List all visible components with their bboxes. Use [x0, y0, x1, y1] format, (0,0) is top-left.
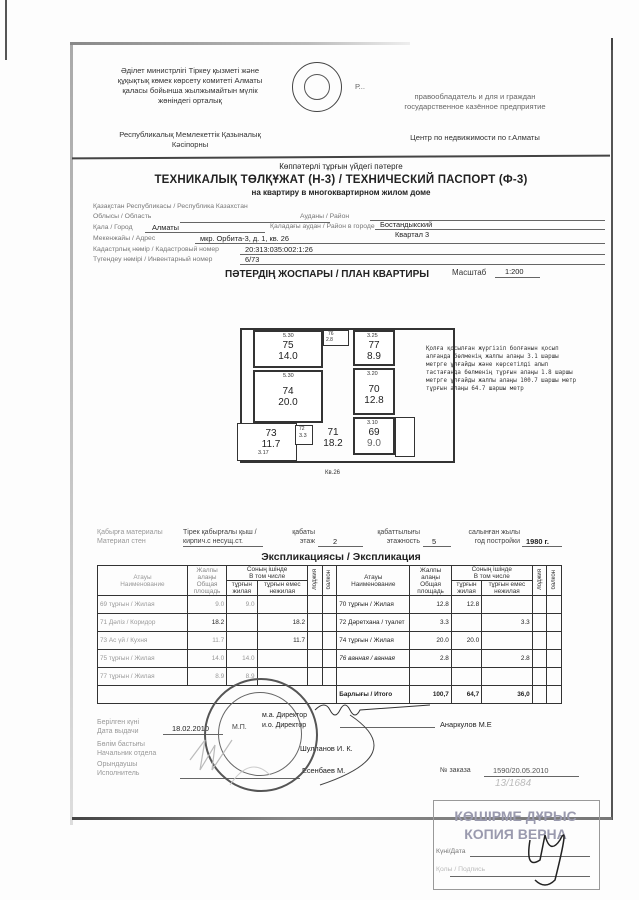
emblem-inner-icon [304, 74, 330, 100]
room-73 [237, 423, 297, 461]
cell-name: 71 Дәліз / Коридор [98, 614, 188, 632]
copy-signature-icon [520, 830, 580, 890]
city-label: Қала / Город [93, 224, 133, 231]
floor-plan [225, 325, 425, 485]
cell-total: 11.7 [187, 632, 226, 650]
room-dim: 3.17 [258, 450, 269, 456]
cell-total: 20.0 [410, 632, 452, 650]
room-number [355, 427, 393, 449]
cell-nonliving: 2.8 [482, 650, 533, 668]
header-text: Соның ішінде [471, 566, 512, 573]
cell-loggia [308, 614, 323, 632]
label-line: этажность [386, 538, 420, 545]
cell-name: 76 ванная / ванная [337, 650, 410, 668]
label-line: Материал стен [97, 538, 146, 545]
address-underline [195, 243, 605, 244]
header-living-right [451, 581, 481, 596]
room-id: 69 [368, 427, 380, 438]
signature-scribble-icon [310, 700, 430, 790]
header-line: Кәсіпорны [171, 140, 209, 149]
label-line: Берілген күні [97, 719, 140, 726]
cell-balcony [547, 668, 562, 686]
frame-border-top [70, 42, 410, 45]
header-divider [72, 155, 610, 159]
cell-name: 69 тұрғын / Жилая [98, 596, 188, 614]
room-75 [253, 330, 323, 368]
year-label [460, 528, 520, 546]
cell-nonliving [482, 632, 533, 650]
cell-total: 14.0 [187, 650, 226, 668]
header-text: тұрғын емес [488, 581, 526, 588]
cell-living [451, 650, 481, 668]
room-area: 3.3 [299, 433, 307, 439]
cell-name: 72 Дәретхана / туалет [337, 614, 410, 632]
room-area: 11.7 [261, 439, 281, 450]
cell-living: 9.0 [227, 596, 257, 614]
city-district-label: Қаладағы аудан / Район в городе [270, 223, 375, 230]
totals-nonliving: 36,0 [482, 686, 533, 704]
header-text: тұрғын [456, 581, 477, 588]
room-id: 76 [328, 331, 334, 337]
address-label: Мекенжайы / Адрес [93, 235, 156, 242]
table-header-row [98, 566, 562, 581]
cell-living: 20.0 [451, 632, 481, 650]
header-text: жилая [232, 588, 252, 595]
scale-underline [495, 277, 540, 278]
label-line: год постройки [474, 538, 520, 545]
header-text: площадь [193, 587, 221, 595]
table-row [98, 650, 562, 668]
floors-label [370, 528, 420, 546]
label-line: қабаты [292, 529, 315, 536]
cell-nonliving: 11.7 [257, 632, 308, 650]
room-id: 70 [368, 384, 380, 395]
room-69 [353, 417, 395, 455]
cell-total [410, 668, 452, 686]
copy-sign-label: Қолы / Подпись [436, 866, 486, 873]
order-label: № заказа [440, 767, 471, 774]
header-balcony [322, 566, 337, 596]
header-text: алаңы [197, 573, 217, 581]
label-line: и.о. Директор [262, 722, 307, 729]
cell-total: 12.8 [410, 596, 452, 614]
header-text: нежилая [494, 588, 520, 595]
header-text: Наименование [351, 580, 396, 588]
document-title: ТЕХНИКАЛЫҚ ТӨЛҚҰЖАТ (Н-3) / ТЕХНИЧЕСКИЙ ПАСПОРТ (Ф-3) [154, 174, 528, 186]
inventory-value: 6/73 [245, 255, 260, 264]
year-underline [522, 546, 562, 547]
issue-date-value: 18.02.2010 [172, 724, 209, 733]
apartment-label: Кв.26 [325, 470, 341, 476]
floors-underline [423, 546, 451, 547]
region-label: Облысы / Область [93, 213, 152, 220]
cell-nonliving [257, 650, 308, 668]
page-edge [5, 0, 7, 60]
label-line: Начальник отдела [97, 750, 157, 757]
inventory-label: Түгендеу нөмірі / Инвентарный номер [93, 256, 213, 263]
cell-name [337, 668, 410, 686]
cell-balcony [547, 614, 562, 632]
cell-living [227, 614, 257, 632]
header-text: Жалпы [196, 566, 218, 574]
room-71 [315, 427, 351, 449]
header-text: В том числе [473, 573, 510, 580]
header-text: тұрғын [231, 581, 252, 588]
room-70 [353, 368, 395, 415]
room-id: 72 [299, 426, 305, 432]
cell-total: 3.3 [410, 614, 452, 632]
header-text: Атауы [364, 573, 383, 581]
label-line: салынған жылы [468, 529, 520, 536]
header-line: құқықтық көмек көрсету комитеті Алматы [117, 76, 263, 85]
cell-balcony [322, 650, 337, 668]
cell-nonliving [257, 596, 308, 614]
label-line: Орындаушы [97, 761, 138, 768]
city-underline [145, 232, 265, 233]
header-line: Р... [355, 82, 365, 91]
room-area: 8.9 [367, 351, 381, 362]
header-incl-right [451, 566, 532, 581]
table-row [98, 668, 562, 686]
header-text: Общая [196, 580, 218, 588]
cell-living: 12.8 [451, 596, 481, 614]
room-id: 73 [265, 428, 277, 439]
cell-balcony [322, 596, 337, 614]
issue-date-label [97, 718, 139, 736]
cell-name: 74 тұрғын / Жилая [337, 632, 410, 650]
executor-label [97, 760, 139, 778]
room-number [355, 340, 393, 362]
explication-table [97, 565, 562, 704]
plan-title: ПӘТЕРДІҢ ЖОСПАРЫ / ПЛАН КВАРТИРЫ [225, 269, 430, 280]
room-number [255, 386, 321, 408]
label-line: қабаттылығы [377, 529, 420, 536]
order-value: 1590/20.05.2010 [493, 766, 549, 775]
cadastral-label: Кадастрлық нөмір / Кадастровый номер [93, 246, 219, 253]
handwritten-number: 13/1684 [495, 778, 532, 789]
room-area: 9.0 [367, 438, 381, 449]
room-dim: 5.30 [283, 373, 294, 379]
quarter-value: Квартал 3 [395, 230, 430, 239]
cell-living: 8.9 [227, 668, 257, 686]
copy-stamp-line1: КӨШІРМЕ ДҰРЫС [454, 808, 577, 824]
header-text: тұрғын емес [263, 581, 301, 588]
cell-loggia [532, 614, 547, 632]
room-area: 12.8 [364, 395, 384, 406]
cell-living: 14.0 [227, 650, 257, 668]
plan-note: Қолға қосылған жүргізіп болғанын қосып алғанда бөлменің жалпы алаңы 3.1 шаршы метрге ұлғайды және көрсетілді алып тастағанда бөлменің тұрғын алаңы 1.8 шаршы метрге ұлғайды жалпы алаңы 100.7 шаршы метр тұрғын алаңы 64.7 шаршы метр [426, 346, 577, 392]
label-line: Дата выдачи [97, 728, 139, 735]
room-72 [295, 425, 313, 445]
header-ru-ministry [355, 82, 595, 112]
header-text: жилая [457, 588, 476, 595]
cell-balcony [547, 596, 562, 614]
dept-head-label [97, 740, 156, 758]
header-loggia [308, 566, 323, 596]
header-text: В том числе [249, 573, 286, 580]
header-text: лоджия [311, 569, 318, 590]
room-id: 71 [327, 427, 339, 438]
table-row [98, 614, 562, 632]
header-loggia-right [532, 566, 547, 596]
order-underline [484, 776, 579, 777]
value-line: Тірек қабырғалы қыш / [183, 529, 257, 536]
district-label: Ауданы / Район [300, 213, 350, 220]
cell-name: 77 тұрғын / Жилая [98, 668, 188, 686]
balcony [395, 417, 415, 457]
floor-underline [318, 546, 363, 547]
scale-label: Масштаб [452, 268, 487, 277]
header-line: Әділет министрлігі Тіркеу қызметі және [120, 66, 260, 75]
cell-balcony [547, 686, 562, 704]
cell-balcony [547, 632, 562, 650]
room-number [255, 340, 321, 362]
cell-loggia [532, 650, 547, 668]
cell-name: 73 Ас үй / Кухня [98, 632, 188, 650]
cell-loggia [532, 686, 547, 704]
label-line: этаж [299, 538, 315, 545]
room-id: 74 [282, 386, 294, 397]
room-dim: 5.30 [283, 333, 294, 339]
cell-balcony [547, 650, 562, 668]
executor-name: Есенбаев М. [302, 766, 346, 775]
cell-loggia [532, 632, 547, 650]
director-name: Анаркулов М.Е [440, 720, 492, 729]
cell-name: 70 тұрғын / Жилая [337, 596, 410, 614]
room-id: 77 [368, 340, 380, 351]
floor-value: 2 [333, 537, 338, 546]
header-text: площадь [417, 587, 444, 595]
frame-border-right [611, 50, 613, 820]
room-number [246, 428, 296, 450]
header-line: жөніндегі орталық [158, 96, 222, 105]
cell-nonliving: 18.2 [257, 614, 308, 632]
header-text: Общая [420, 580, 441, 588]
header-living [227, 581, 257, 596]
table-row [98, 596, 562, 614]
header-text: алаңы [421, 573, 441, 581]
header-total-right [410, 566, 452, 596]
cell-loggia [308, 650, 323, 668]
room-area: 14.0 [278, 351, 298, 362]
header-kz-ministry [90, 66, 290, 106]
cell-total: 18.2 [187, 614, 226, 632]
header-name [98, 566, 188, 596]
cell-balcony [322, 632, 337, 650]
subtitle-ru: на квартиру в многоквартирном жилом доме [251, 188, 431, 197]
cell-loggia [532, 668, 547, 686]
wall-material-value [183, 528, 257, 546]
room-76 [323, 330, 349, 346]
cadastral-value: 20:313:035:002:1:26 [245, 245, 313, 254]
room-area: 18.2 [323, 438, 343, 449]
handwritten-signature-icon [170, 730, 300, 800]
wall-material-label [97, 528, 163, 546]
head-name: Шулпанов И. К. [300, 744, 353, 753]
cell-nonliving [482, 596, 533, 614]
cell-nonliving [482, 668, 533, 686]
label-line: Бөлім бастығы [97, 741, 145, 748]
cell-balcony [322, 668, 337, 686]
room-dim: 3.10 [367, 420, 378, 426]
header-line: государственное казённое предприятие [404, 102, 546, 111]
explication-title: Экспликациясы / Экспликация [261, 551, 421, 563]
room-area: 20.0 [278, 397, 298, 408]
totals-living: 64,7 [451, 686, 481, 704]
label-line: Қабырға материалы [97, 529, 163, 536]
room-area: 2.8 [326, 337, 333, 343]
header-text: балкон [326, 569, 333, 590]
city-value: Алматы [152, 223, 179, 232]
cell-living [451, 614, 481, 632]
cadastral-underline [240, 254, 605, 255]
cell-total: 9.0 [187, 596, 226, 614]
header-line: қаласы бойынша жылжымайтын мүлік [122, 86, 258, 95]
label-line: Исполнитель [97, 770, 140, 777]
cell-loggia [308, 668, 323, 686]
totals-total: 100,7 [410, 686, 452, 704]
header-kz-org [90, 130, 290, 150]
room-dim: 3.20 [367, 371, 378, 377]
cell-loggia [308, 596, 323, 614]
cell-loggia [532, 596, 547, 614]
cell-balcony [322, 614, 337, 632]
mp-label: М.П. [232, 724, 247, 731]
header-text: нежилая [269, 588, 296, 595]
country-label: Қазақстан Республикасы / Республика Казахстан [93, 203, 248, 210]
floor-label [285, 528, 315, 546]
room-id: 75 [282, 340, 294, 351]
room-number [355, 384, 393, 406]
header-line: правообладатель и для и граждан [414, 92, 536, 101]
table-row [98, 632, 562, 650]
header-line: Республикалық Мемлекеттік Қазыналық [119, 130, 261, 139]
cell-name: 75 тұрғын / Жилая [98, 650, 188, 668]
header-text: балкон [551, 569, 558, 590]
cell-total: 2.8 [410, 650, 452, 668]
cell-nonliving: 3.3 [482, 614, 533, 632]
room-77 [353, 330, 395, 366]
city-district-value: Бостандыкский [380, 220, 433, 229]
floors-value: 5 [432, 537, 437, 546]
header-nonliving [257, 581, 308, 596]
header-total [187, 566, 226, 596]
header-text: Жалпы [419, 566, 442, 574]
header-text: Соның ішінде [246, 566, 288, 573]
room-dim: 3.25 [367, 333, 378, 339]
inventory-underline [240, 264, 605, 265]
header-text: Атауы [133, 573, 152, 581]
cell-loggia [308, 632, 323, 650]
cell-living [227, 632, 257, 650]
header-nonliving-right [482, 581, 533, 596]
cell-total: 8.9 [187, 668, 226, 686]
header-balcony-right [547, 566, 562, 596]
copy-stamp-line2: КОПИЯ ВЕРНА [464, 826, 567, 842]
room-74 [253, 370, 323, 423]
header-name-right [337, 566, 410, 596]
address-value: мкр. Орбита-3, д. 1, кв. 26 [200, 234, 289, 243]
cell-living [451, 668, 481, 686]
header-text: Наименование [120, 580, 165, 588]
subtitle-kz: Көппәтерлі тұрғын үйдегі пәтерге [279, 162, 403, 171]
copy-date-label: Күні/Дата [436, 848, 466, 855]
label-line: м.а. Директор [262, 712, 308, 719]
year-value: 1980 г. [526, 537, 549, 546]
material-underline [183, 546, 263, 547]
scale-value: 1:200 [505, 267, 524, 276]
header-incl [227, 566, 308, 581]
totals-label: Барлығы / Итого [337, 686, 410, 704]
header-ru-org: Центр по недвижимости по г.Алматы [410, 133, 540, 142]
header-text: лоджия [536, 569, 543, 590]
value-line: кирпич.с несущ.ст. [183, 538, 243, 545]
